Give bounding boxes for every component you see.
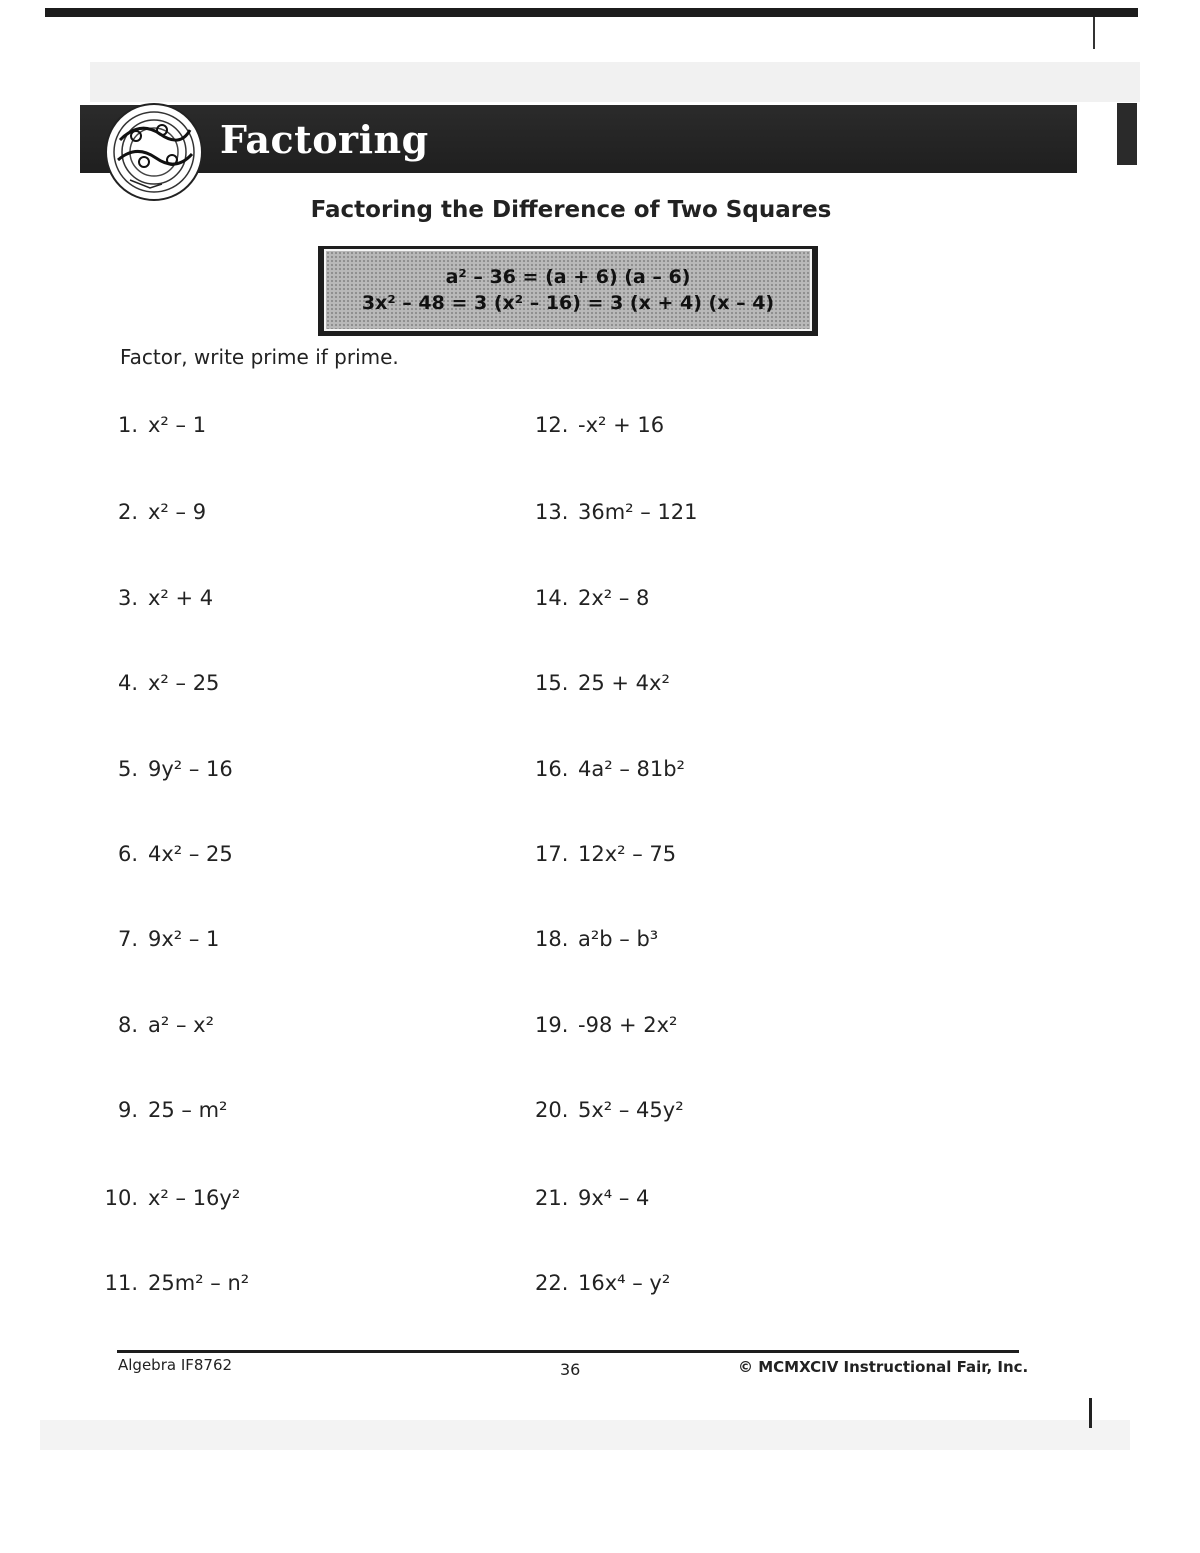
problem-number: 11. bbox=[104, 1271, 138, 1295]
problem-number: 3. bbox=[117, 586, 138, 610]
problem-number: 22. bbox=[535, 1271, 569, 1295]
problem-expression: 2x² – 8 bbox=[578, 586, 650, 610]
problem-number: 10. bbox=[104, 1186, 138, 1210]
problem-expression: 4x² – 25 bbox=[148, 842, 233, 866]
problem-number: 6. bbox=[117, 842, 138, 866]
problem-item bbox=[100, 497, 206, 527]
margin-mark bbox=[1117, 103, 1137, 165]
problem-number: 21. bbox=[535, 1186, 569, 1210]
scan-smudge bbox=[40, 1420, 1130, 1450]
problem-item bbox=[535, 1095, 684, 1125]
problem-expression: x² + 4 bbox=[148, 586, 214, 610]
top-rule-edge bbox=[1093, 17, 1095, 49]
problem-item bbox=[100, 1268, 249, 1298]
problem-item bbox=[535, 497, 698, 527]
problem-expression: 16x⁴ – y² bbox=[578, 1271, 671, 1295]
problem-number: 14. bbox=[535, 586, 569, 610]
footer-copyright: © MCMXCIV Instructional Fair, Inc. bbox=[738, 1358, 1029, 1376]
example-box bbox=[324, 249, 812, 331]
problem-item bbox=[100, 839, 233, 869]
problem-expression: x² – 1 bbox=[148, 413, 207, 437]
spiral-emblem-icon bbox=[100, 100, 208, 204]
example-line-1: a² – 36 = (a + 6) (a – 6) bbox=[445, 266, 691, 288]
problem-item bbox=[535, 839, 676, 869]
problem-number: 19. bbox=[535, 1013, 569, 1037]
problem-expression: 25 + 4x² bbox=[578, 671, 670, 695]
problem-number: 17. bbox=[535, 842, 569, 866]
problem-item bbox=[100, 924, 219, 954]
problem-item bbox=[535, 583, 649, 613]
footer-rule bbox=[117, 1350, 1019, 1353]
problem-number: 16. bbox=[535, 757, 569, 781]
problem-number: 5. bbox=[117, 757, 138, 781]
problem-item bbox=[535, 754, 685, 784]
problem-expression: 9x² – 1 bbox=[148, 927, 220, 951]
problem-expression: 25 – m² bbox=[148, 1098, 228, 1122]
problem-expression: -x² + 16 bbox=[578, 413, 665, 437]
problem-item bbox=[100, 1010, 214, 1040]
problem-expression: 25m² – n² bbox=[148, 1271, 250, 1295]
problem-number: 13. bbox=[535, 500, 569, 524]
margin-tick bbox=[1089, 1398, 1092, 1428]
problem-expression: x² – 16y² bbox=[148, 1186, 241, 1210]
problem-item bbox=[100, 1183, 240, 1213]
problem-number: 18. bbox=[535, 927, 569, 951]
problem-number: 1. bbox=[117, 413, 138, 437]
problem-expression: 12x² – 75 bbox=[578, 842, 677, 866]
example-line-2: 3x² – 48 = 3 (x² – 16) = 3 (x + 4) (x – 4) bbox=[361, 292, 775, 314]
problem-item bbox=[100, 410, 206, 440]
problem-item bbox=[100, 668, 219, 698]
problem-number: 20. bbox=[535, 1098, 569, 1122]
problem-expression: 5x² – 45y² bbox=[578, 1098, 684, 1122]
footer-book-code: Algebra IF8762 bbox=[118, 1356, 233, 1374]
problem-expression: -98 + 2x² bbox=[578, 1013, 678, 1037]
problem-item bbox=[100, 1095, 227, 1125]
problem-expression: 4a² – 81b² bbox=[578, 757, 685, 781]
header-title: Factoring bbox=[220, 117, 429, 162]
problem-expression: a² – x² bbox=[148, 1013, 214, 1037]
instructions: Factor, write prime if prime. bbox=[120, 345, 399, 369]
problem-expression: x² – 25 bbox=[148, 671, 220, 695]
problem-expression: 9y² – 16 bbox=[148, 757, 233, 781]
problem-expression: 9x⁴ – 4 bbox=[578, 1186, 650, 1210]
bleed-through-band bbox=[90, 62, 1140, 102]
problem-number: 9. bbox=[117, 1098, 138, 1122]
problem-expression: a²b – b³ bbox=[578, 927, 659, 951]
problem-item bbox=[535, 668, 670, 698]
problem-item bbox=[100, 754, 233, 784]
problem-expression: 36m² – 121 bbox=[578, 500, 698, 524]
problem-item bbox=[535, 1010, 677, 1040]
problem-item bbox=[535, 1183, 649, 1213]
page-number: 36 bbox=[560, 1360, 581, 1379]
problem-expression: x² – 9 bbox=[148, 500, 207, 524]
problem-number: 15. bbox=[535, 671, 569, 695]
problem-number: 12. bbox=[535, 413, 569, 437]
problem-number: 4. bbox=[117, 671, 138, 695]
problem-item bbox=[535, 410, 664, 440]
problem-item bbox=[535, 924, 658, 954]
problem-number: 7. bbox=[117, 927, 138, 951]
problem-item bbox=[535, 1268, 670, 1298]
page-subtitle: Factoring the Difference of Two Squares bbox=[310, 197, 832, 223]
problem-number: 8. bbox=[117, 1013, 138, 1037]
top-rule bbox=[45, 8, 1138, 17]
problem-number: 2. bbox=[117, 500, 138, 524]
problem-item bbox=[100, 583, 213, 613]
